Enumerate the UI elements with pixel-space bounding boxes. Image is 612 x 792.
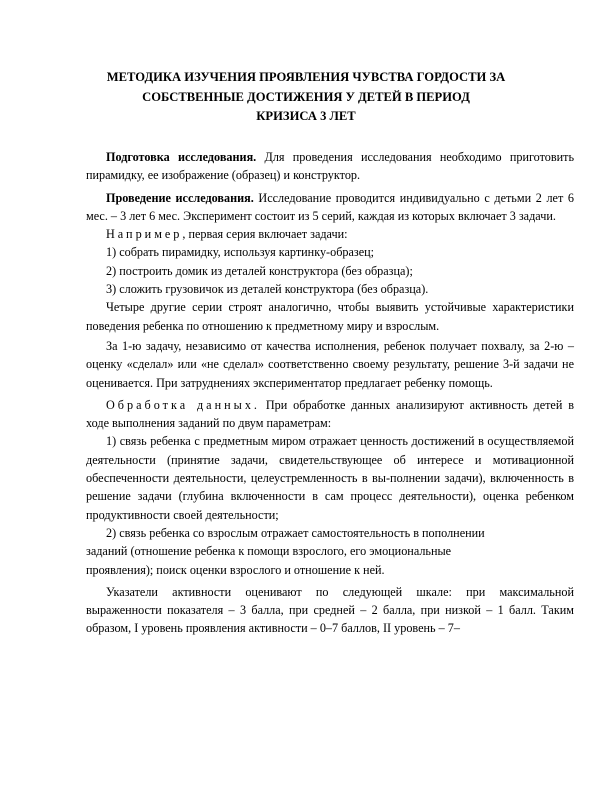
parameter-2-line-2: заданий (отношение ребенка к помощи взрослого, его эмоциональные (86, 544, 452, 559)
paragraph-conduct (86, 189, 574, 226)
processing-text: При обработке данных анализируют активность детей в ходе выполнения заданий по двум параметрам: (86, 397, 574, 431)
task-item: 3) сложить грузовичок из деталей конструктора (без образца). (106, 282, 429, 297)
processing-label: Обработка данных. (106, 397, 260, 412)
task-item: 1) собрать пирамидку, используя картинку-образец; (106, 245, 375, 260)
conduct-label: Проведение исследования. (106, 190, 254, 205)
paragraph-processing (86, 396, 574, 433)
paragraph-parameter-2 (86, 524, 574, 579)
title-line-2: СОБСТВЕННЫЕ ДОСТИЖЕНИЯ У ДЕТЕЙ В ПЕРИОД (142, 89, 470, 104)
example-label: Например (106, 227, 183, 242)
preparation-label: Подготовка исследования. (106, 150, 257, 164)
paragraph-parameter-1: 1) связь ребенка с предметным миром отражает ценность достижений в осуществляемой деятельности (принятие задачи, свидетельствующее об интересе и мотивационной обеспеченности деятельности, целеустремленность в вы-полнении задачи), включенность в решение задачи (глубина включенности в сам процесс деятельности), оценка ребенком продуктивности своей деятельности; (86, 434, 574, 522)
title-line-1: МЕТОДИКА ИЗУЧЕНИЯ ПРОЯВЛЕНИЯ ЧУВСТВА ГОРДОСТИ ЗА (106, 70, 506, 84)
paragraph-other-series: Четыре другие серии строят аналогично, чтобы выявить устойчивые характеристики поведения ребенка по отношению к предметному миру и взрослым. (86, 300, 574, 333)
preparation-text: Для проведения исследования необходимо приготовить пирамидку, ее изображение (образец) и конструктор. (86, 150, 575, 183)
task-item: 2) построить домик из деталей конструктора (без образца); (106, 263, 413, 278)
paragraph-scale: Указатели активности оценивают по следующей шкале: при максимальной выраженности показателя – 3 балла, при средней – 2 балла, при низкой – 1 балл. Таким образом, I уровень проявления активности – 0–7 баллов, II уровень – 7– (86, 584, 574, 636)
conduct-text: Исследование проводится индивидуально с детьми 2 лет 6 мес. – 3 лет 6 мес. Эксперимент состоит из 5 серий, каждая из которых включает 3 задачи. (86, 190, 574, 223)
document-title (80, 68, 532, 127)
document-body (86, 148, 574, 638)
parameter-2-line-1: 2) связь ребенка со взрослым отражает самостоятельность в пополнении (106, 525, 485, 540)
parameter-2-line-3: проявления); поиск оценки взрослого и отношение к ней. (86, 562, 385, 577)
paragraph-preparation (86, 148, 574, 185)
example-text: , первая серия включает задачи: (182, 227, 348, 242)
title-line-3: КРИЗИСА 3 ЛЕТ (256, 109, 356, 123)
paragraph-example (86, 225, 574, 243)
paragraph-praise: За 1-ю задачу, независимо от качества исполнения, ребенок получает похвалу, за 2-ю – оценку «сделал» или «не сделал» соответственно своему результату, решение 3-й задачи не оценивается. При затруднениях экспериментатор предлагает ребенку помощь. (86, 338, 574, 390)
